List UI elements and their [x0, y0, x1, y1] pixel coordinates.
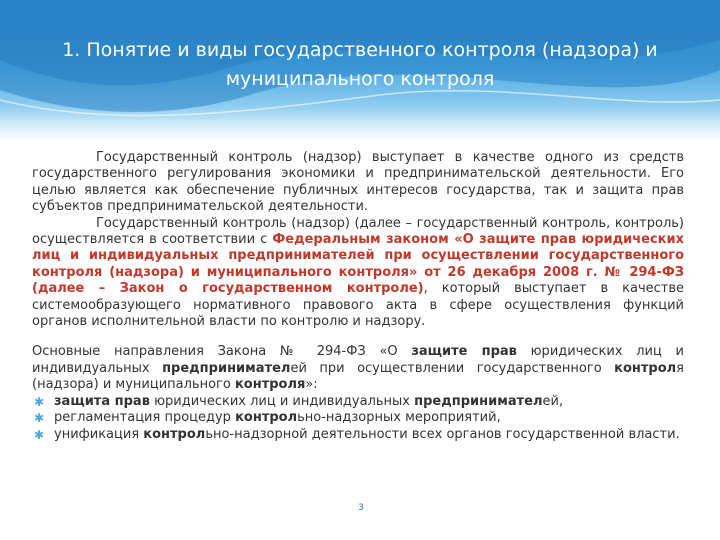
paragraph-3 [32, 344, 684, 393]
paragraph-1: Государственный контроль (надзор) выступает в качестве одного из средств государственного регулирования экономики и предпринимательской деятельности. Его целью является как обеспечение публичных интересов государства, так и защита прав субъектов предпринимательской деятельности. [32, 150, 684, 215]
list-item-text: ьно-надзорных мероприятий, [297, 410, 501, 426]
list-item-highlight: контрол [235, 410, 298, 426]
paragraph-2 [32, 216, 684, 331]
list-item-text: унификация [54, 426, 144, 442]
paragraph-spacer [32, 330, 684, 344]
list-item-highlight: защита прав [54, 393, 150, 409]
paragraph-2-intro: Государственный контроль (надзор) (далее – государственный контроль, контроль) осуществляется в соответствии с [32, 215, 684, 248]
list-item [32, 427, 684, 443]
slide-title-line1: 1. Понятие и виды государственного контроля (надзора) и [62, 39, 658, 61]
paragraph-3-highlight: контрол [614, 360, 677, 376]
list-item [32, 410, 684, 426]
asterisk-bullet-icon: ✱ [34, 427, 45, 442]
list-item-text: юридических лиц и индивидуальных [149, 393, 415, 409]
list-item-text: регламентация процедур [54, 410, 236, 426]
list-item [32, 394, 684, 410]
page-number: 3 [358, 503, 364, 513]
paragraph-3-text: »: [305, 377, 318, 393]
list-item-highlight: контрол [143, 426, 206, 442]
slide-title [30, 36, 690, 94]
paragraph-3-highlight: предпринимател [162, 360, 291, 376]
paragraph-3-text: юридических лиц и индивидуальных [32, 344, 684, 376]
directions-list [32, 394, 684, 443]
slide-content [32, 150, 684, 443]
paragraph-3-text: Основные направления Закона № 294-ФЗ «О [32, 344, 412, 360]
asterisk-bullet-icon: ✱ [34, 394, 45, 409]
list-item-highlight: предпринимател [414, 393, 543, 409]
law-reference: Федеральным законом «О защите прав юридических лиц и индивидуальных предпринимателей при осуществлении государственного контроля (надзора) и муниципального контроля» от 26 декабря 2008 г. № 294-ФЗ (далее – Закон о государственном контроле) [32, 232, 684, 297]
paragraph-2-outro: , который выступает в качестве системообразующего нормативного правового акта в сфере осуществления функций органов исполнительной власти по контролю и надзору. [32, 281, 684, 330]
list-item-text: ей, [542, 393, 564, 409]
asterisk-bullet-icon: ✱ [34, 411, 45, 426]
paragraph-3-text: ей при осуществлении государственного [290, 360, 615, 376]
paragraph-3-highlight: контроля [234, 377, 306, 393]
slide-header [0, 0, 720, 142]
list-item-text: ьно-надзорной деятельности всех органов государственной власти. [205, 426, 680, 442]
slide-title-line2: муниципального контроля [225, 68, 495, 90]
paragraph-3-highlight: защите прав [411, 344, 517, 360]
paragraph-3-text: я (надзора) и муниципального [32, 360, 684, 393]
